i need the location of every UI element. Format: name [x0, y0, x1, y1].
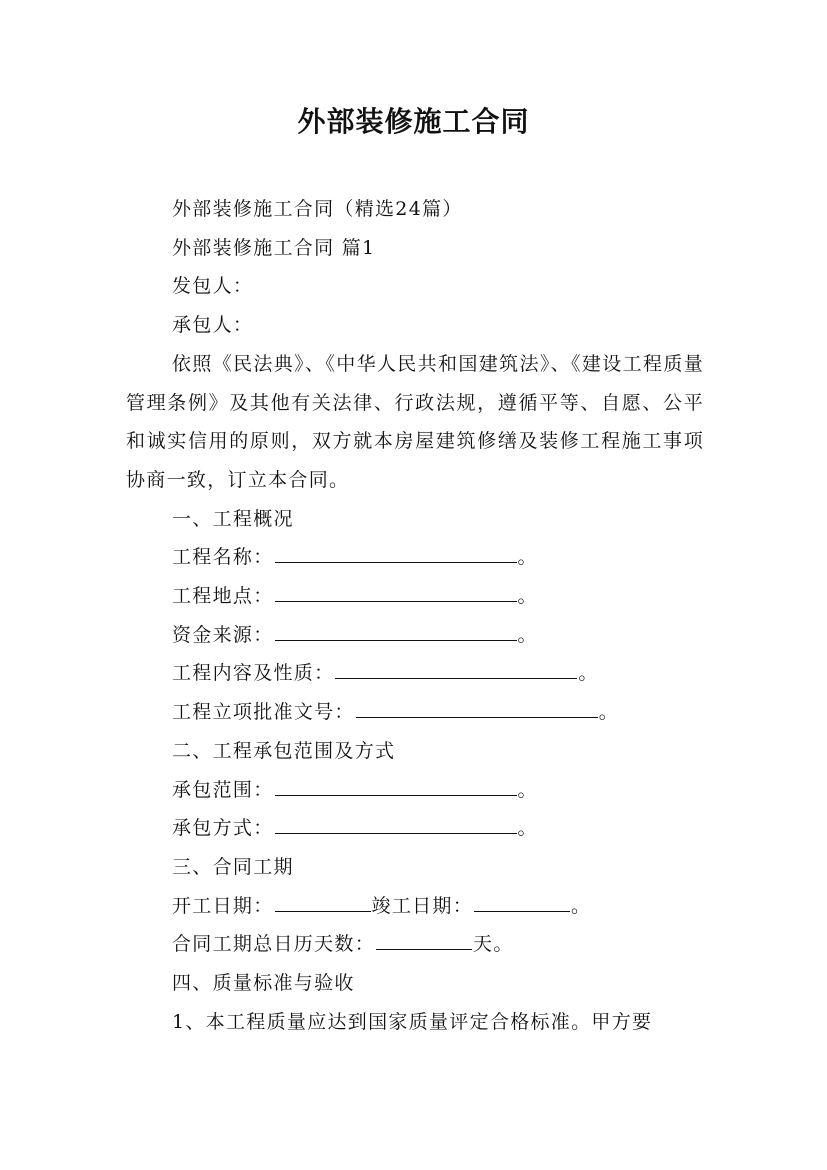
- contractor-line: 承包人：: [172, 314, 254, 337]
- approval-no-label: 工程立项批准文号：: [172, 701, 355, 724]
- preamble-paragraph: 依照《民法典》、《中华人民共和国建筑法》、《建设工程质量管理条例》及其他有关法律、行政法规，遵循平等、自愿、公平和诚实信用的原则，双方就本房屋建筑修缮及装修工程施工事项协商一致，订立本合同。: [126, 352, 704, 491]
- fund-source-line: [126, 616, 704, 655]
- document-title: 外部装修施工合同: [297, 105, 530, 138]
- project-name-label: 工程名称：: [172, 546, 274, 569]
- subtitle-line: 外部装修施工合同（精选24篇）: [172, 198, 463, 220]
- period-mark: 。: [517, 623, 538, 646]
- project-location-blank: [275, 579, 517, 602]
- days-unit: 天。: [473, 933, 514, 956]
- section-2-heading: 二、工程承包范围及方式: [172, 739, 396, 762]
- scope-line: [126, 771, 704, 810]
- project-content-blank: [335, 656, 577, 679]
- period-mark: 。: [517, 778, 538, 801]
- total-days-line: [126, 925, 704, 964]
- clause-1-line: 1、本工程质量应达到国家质量评定合格标准。甲方要: [172, 1010, 653, 1033]
- employer-line: 发包人：: [172, 275, 254, 298]
- project-name-blank: [275, 540, 517, 563]
- section-4-heading: 四、质量标准与验收: [172, 972, 355, 995]
- project-location-line: [126, 577, 704, 616]
- project-location-label: 工程地点：: [172, 585, 274, 608]
- chapter-heading: 外部装修施工合同 篇1: [172, 236, 376, 259]
- project-content-line: [126, 654, 704, 693]
- project-content-label: 工程内容及性质：: [172, 662, 335, 685]
- method-line: [126, 809, 704, 848]
- completion-date-label: 竣工日期：: [371, 894, 474, 917]
- project-name-line: [126, 538, 704, 577]
- start-date-blank: [275, 889, 371, 912]
- total-days-label: 合同工期总日历天数：: [172, 933, 376, 956]
- fund-source-label: 资金来源：: [172, 623, 274, 646]
- period-mark: 。: [517, 817, 538, 840]
- period-mark: 。: [598, 701, 620, 724]
- section-1-heading: 一、工程概况: [172, 507, 294, 530]
- method-blank: [275, 811, 517, 834]
- scope-label: 承包范围：: [172, 778, 274, 801]
- method-label: 承包方式：: [172, 817, 274, 840]
- scope-blank: [275, 773, 517, 796]
- approval-no-line: [126, 693, 704, 732]
- completion-date-blank: [474, 889, 570, 912]
- start-date-label: 开工日期：: [172, 894, 274, 917]
- period-mark: 。: [517, 585, 538, 608]
- period-mark: 。: [517, 546, 538, 569]
- approval-no-blank: [356, 695, 598, 718]
- fund-source-blank: [275, 618, 517, 641]
- dates-line: [126, 887, 704, 926]
- section-3-heading: 三、合同工期: [172, 855, 294, 878]
- total-days-blank: [376, 927, 472, 950]
- period-mark: 。: [571, 894, 592, 917]
- document-body: [126, 190, 704, 1041]
- period-mark: 。: [578, 662, 599, 685]
